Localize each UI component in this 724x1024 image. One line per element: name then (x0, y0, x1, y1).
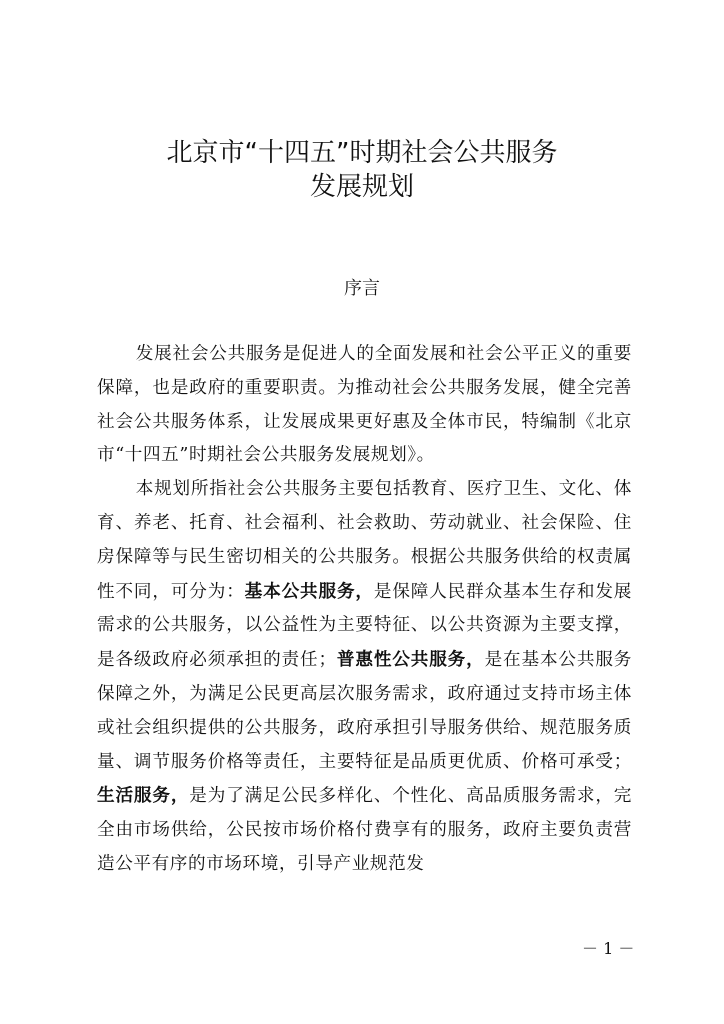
paragraph-2-text-1: 本规划所指社会公共服务主要包括教育、医疗卫生、文化、体育、养老、托育、社会福利、社会救助、劳动就业、社会保险、住房保障等与民生密切相关的公共服务。根据公共服务供给的权责属性不同，可分为： (97, 479, 632, 602)
paragraph-2-text-3: 是在基本公共服务保障之外，为满足公民更高层次服务需求，政府通过支持市场主体或社会组织提供的公共服务，政府承担引导服务供给、规范服务质量、调节服务价格等责任，主要特征是品质更优质、价格可承受； (97, 650, 632, 772)
paragraph-2 (97, 473, 632, 882)
term-inclusive-public-service: 普惠性公共服务， (336, 649, 485, 671)
paragraph-2-text-2: 是保障人民群众基本生存和发展需求的公共服务，以公益性为主要特征、以公共资源为主要支撑，是各级政府必须承担的责任； (97, 581, 632, 671)
paragraph-2-text-4: 是为了满足公民多样化、个性化、高品质服务需求，完全由市场供给，公民按市场价格付费享有的服务，政府主要负责营造公平有序的市场环境，引导产业规范发 (97, 786, 632, 874)
document-title-line-1: 北京市“十四五”时期社会公共服务 (166, 138, 558, 168)
section-heading-preface: 序言 (344, 278, 380, 299)
term-life-service: 生活服务， (97, 785, 190, 807)
page-number: － 1 － (582, 939, 635, 958)
body-text (97, 338, 632, 882)
term-basic-public-service: 基本公共服务， (244, 580, 374, 602)
paragraph-1: 发展社会公共服务是促进人的全面发展和社会公平正义的重要保障，也是政府的重要职责。为推动社会公共服务发展，健全完善社会公共服务体系，让发展成果更好惠及全体市民，特编制《北京市“十四五”时期社会公共服务发展规划》。 (97, 344, 632, 466)
document-title-line-2: 发展规划 (309, 172, 414, 202)
